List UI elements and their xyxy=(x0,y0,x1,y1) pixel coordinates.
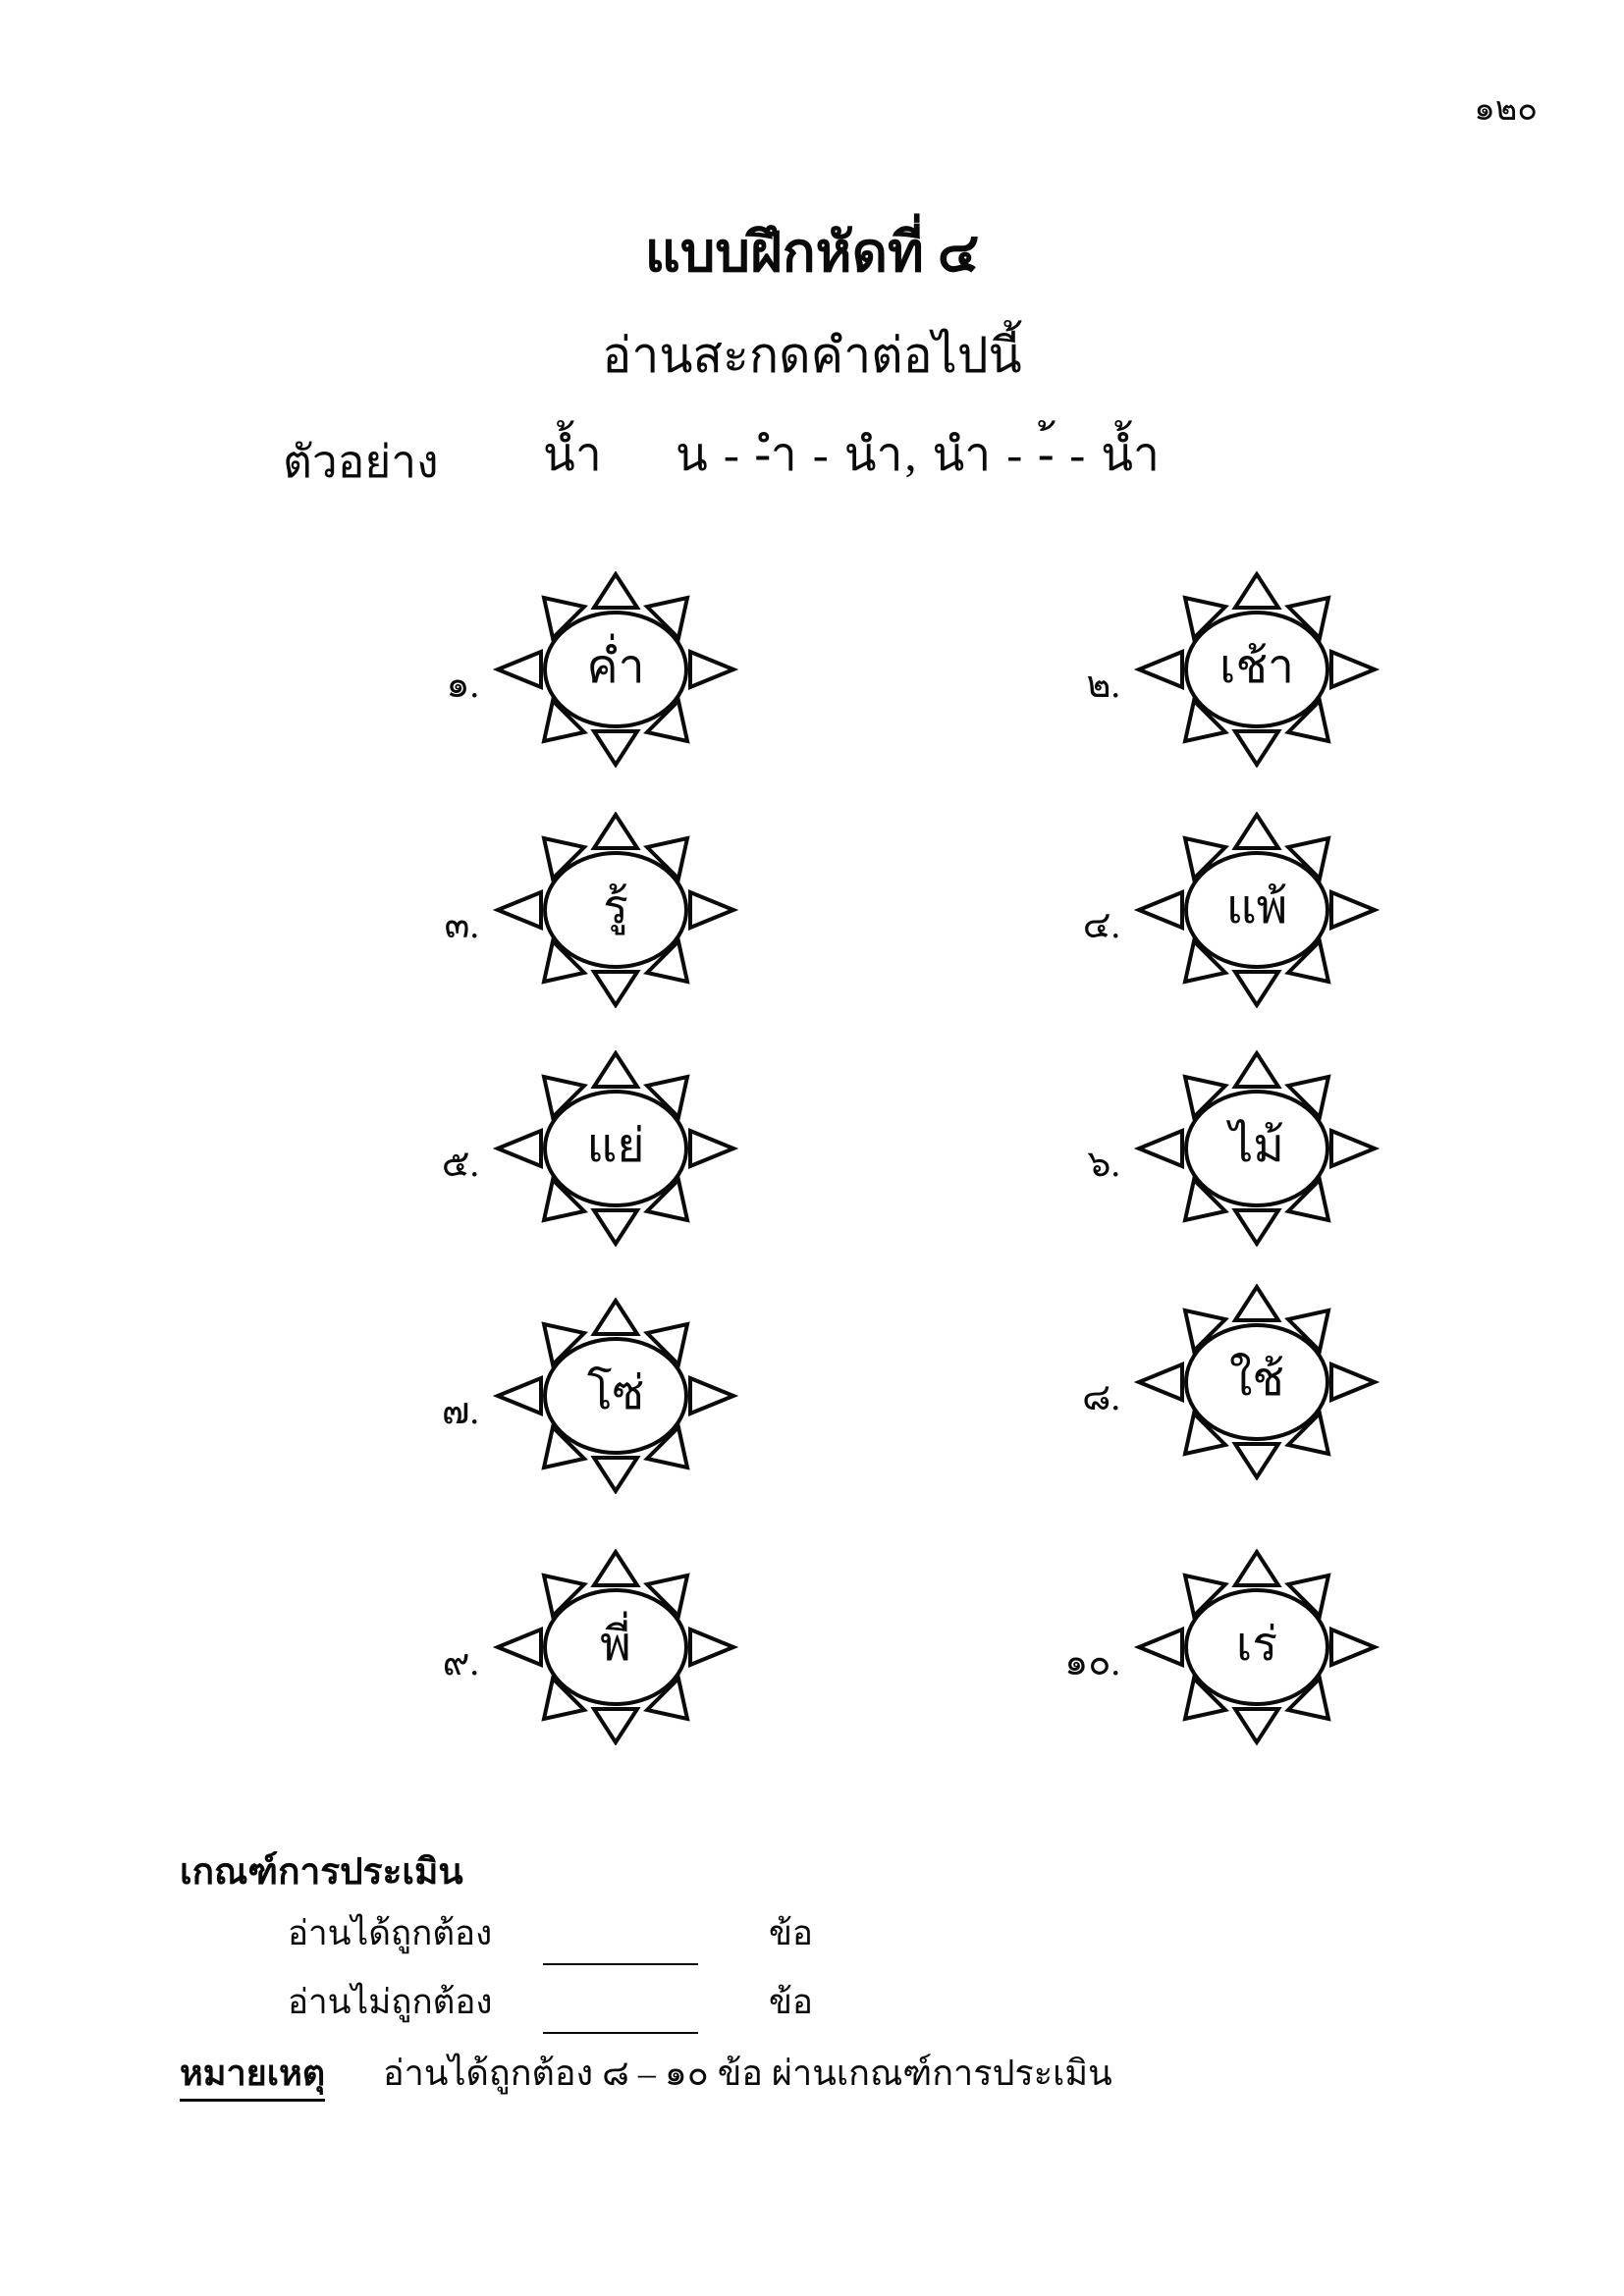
item-number: ๓. xyxy=(444,905,479,946)
page-title: แบบฝึกหัดที่ ๔ xyxy=(644,223,980,284)
page-subtitle: อ่านสะกดคำต่อไปนี้ xyxy=(602,328,1022,383)
word-item-10 xyxy=(1027,1549,1380,1745)
sun-shape xyxy=(493,1050,738,1247)
evaluation-row-label: อ่านได้ถูกต้อง xyxy=(288,1914,493,1952)
sun-word: ไม้ xyxy=(1229,1119,1284,1172)
sun-shape xyxy=(493,812,738,1008)
evaluation-heading: เกณฑ์การประเมิน xyxy=(180,1852,463,1893)
sun-word: เร่ xyxy=(1235,1618,1278,1671)
example-label: ตัวอย่าง xyxy=(283,437,439,487)
note-label: หมายเหตุ xyxy=(180,2050,325,2102)
sun-shape xyxy=(493,1298,738,1494)
sun-shape xyxy=(1134,571,1380,768)
item-number: ๒. xyxy=(1086,665,1120,706)
sun-word: ค่ำ xyxy=(586,640,645,693)
sun-word: เช้า xyxy=(1219,640,1294,693)
sun-word: ใช้ xyxy=(1228,1353,1285,1406)
item-number: ๙. xyxy=(442,1642,479,1683)
item-number: ๕. xyxy=(441,1144,479,1185)
word-item-1 xyxy=(386,571,738,768)
sun-word: พี่ xyxy=(600,1618,631,1671)
sun-shape xyxy=(1134,812,1380,1008)
example-word: น้ำ xyxy=(543,429,602,481)
sun-word: แพ้ xyxy=(1225,881,1288,934)
item-number: ๘. xyxy=(1082,1377,1120,1418)
word-item-4 xyxy=(1027,812,1380,1008)
evaluation-row-unit: ข้อ xyxy=(769,1914,813,1952)
item-number: ๔. xyxy=(1082,905,1120,946)
word-item-8 xyxy=(1027,1284,1380,1480)
note-text: อ่านได้ถูกต้อง ๘ – ๑๐ ข้อ ผ่านเกณฑ์การประเมิน xyxy=(383,2054,1112,2093)
sun-shape xyxy=(1134,1549,1380,1745)
sun-shape xyxy=(1134,1284,1380,1480)
sun-shape xyxy=(493,571,738,768)
item-number: ๑๐. xyxy=(1064,1642,1120,1683)
word-item-3 xyxy=(386,812,738,1008)
word-item-5 xyxy=(386,1050,738,1247)
word-item-9 xyxy=(386,1549,738,1745)
evaluation-row-label: อ่านไม่ถูกต้อง xyxy=(288,1983,493,2021)
example-spelling: น - -ำ - นำ, นำ - -้ - น้ำ xyxy=(676,429,1162,481)
page-number: ๑๒๐ xyxy=(1474,91,1538,128)
evaluation-row-unit: ข้อ xyxy=(769,1983,813,2021)
word-item-2 xyxy=(1027,571,1380,768)
item-number: ๗. xyxy=(441,1391,479,1432)
sun-word: แย่ xyxy=(586,1119,645,1172)
sun-word: โซ่ xyxy=(586,1366,645,1419)
sun-word: รู้ xyxy=(603,881,628,934)
item-number: ๑. xyxy=(446,665,479,706)
item-number: ๖. xyxy=(1087,1144,1120,1185)
word-item-6 xyxy=(1027,1050,1380,1247)
sun-shape xyxy=(1134,1050,1380,1247)
word-item-7 xyxy=(386,1298,738,1494)
sun-shape xyxy=(493,1549,738,1745)
answer-blank xyxy=(543,2032,698,2034)
answer-blank xyxy=(543,1963,698,1965)
